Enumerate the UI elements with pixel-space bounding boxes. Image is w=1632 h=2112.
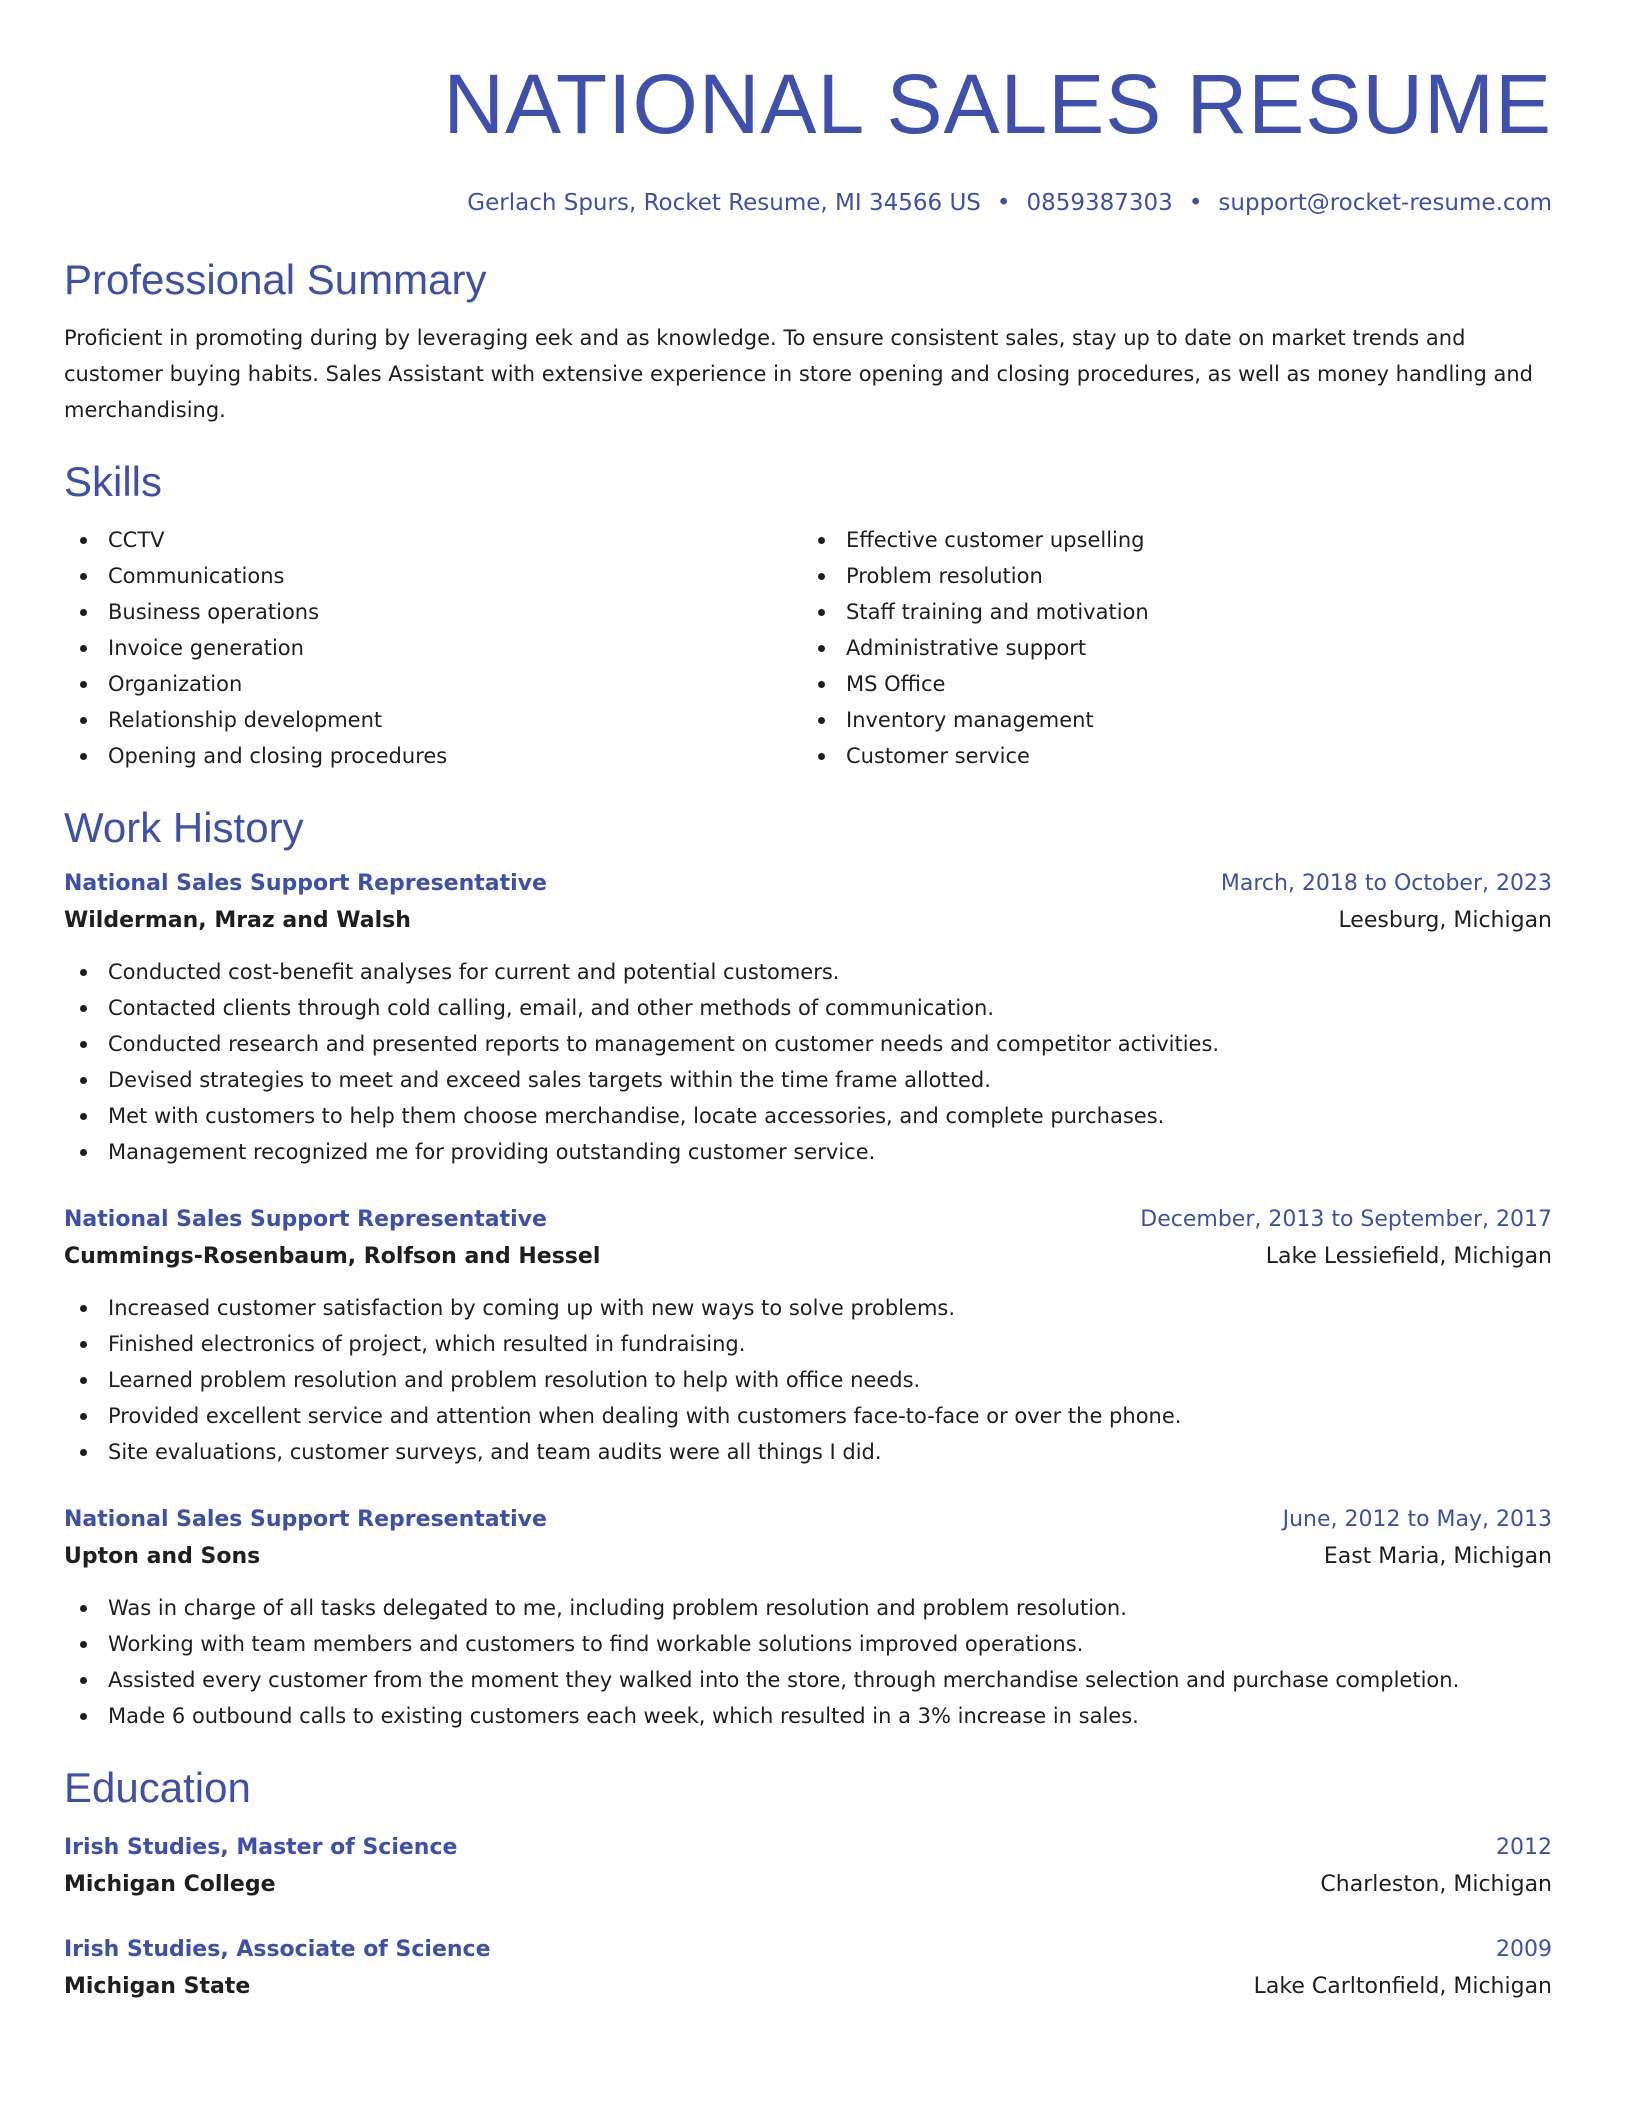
job-bullet: Learned problem resolution and problem resolution to help with office needs. [64,1362,1552,1398]
job-company: Cummings-Rosenbaum, Rolfson and Hessel [64,1244,601,1269]
job-bullet: Devised strategies to meet and exceed sales targets within the time frame allotted. [64,1062,1552,1098]
job-bullet: Conducted research and presented reports to management on customer needs and competitor activities. [64,1026,1552,1062]
skill-item: Effective customer upselling [802,522,1540,558]
section-heading-education: Education [64,1764,251,1811]
section-heading-skills: Skills [64,458,163,505]
education-entry [64,1932,1552,2006]
job-bullet: Was in charge of all tasks delegated to me, including problem resolution and problem resolution. [64,1590,1552,1626]
skill-item: Customer service [802,738,1540,774]
education-header-row [64,1932,1552,1968]
skill-item: Business operations [64,594,802,630]
job-bullet: Provided excellent service and attention when dealing with customers face-to-face or over the phone. [64,1398,1552,1434]
education-year: 2009 [1496,1937,1552,1962]
skill-item: Problem resolution [802,558,1540,594]
job-header-row [64,1502,1552,1538]
job-title: National Sales Support Representative [64,1207,547,1232]
contact-email: support@rocket-resume.com [1218,190,1552,216]
job-header-row [64,1202,1552,1238]
job-entry [64,1502,1552,1734]
job-bullet: Contacted clients through cold calling, email, and other methods of communication. [64,990,1552,1026]
section-heading-summary: Professional Summary [64,256,487,303]
job-bullet: Management recognized me for providing outstanding customer service. [64,1134,1552,1170]
skill-item: Relationship development [64,702,802,738]
job-bullet: Assisted every customer from the moment they walked into the store, through merchandise selection and purchase completion. [64,1662,1552,1698]
resume-title: NATIONAL SALES RESUME [443,57,1552,151]
contact-separator: • [996,190,1011,216]
job-company-row [64,1238,1552,1276]
skills-grid [64,522,1552,774]
job-bullet: Finished electronics of project, which resulted in fundraising. [64,1326,1552,1362]
skill-item: MS Office [802,666,1540,702]
job-company-row [64,902,1552,940]
education-header-row [64,1830,1552,1866]
skills-column-left [64,522,802,774]
job-dates: June, 2012 to May, 2013 [1282,1507,1552,1532]
contact-line [64,188,1552,218]
education-school-row [64,1968,1552,2006]
skills-section [64,456,1552,774]
skill-item: Staff training and motivation [802,594,1540,630]
skill-item: Organization [64,666,802,702]
job-location: East Maria, Michigan [1323,1544,1552,1569]
education-degree: Irish Studies, Associate of Science [64,1937,491,1962]
job-bullet: Increased customer satisfaction by coming up with new ways to solve problems. [64,1290,1552,1326]
job-location: Lake Lessiefield, Michigan [1265,1244,1552,1269]
skills-column-right [802,522,1540,774]
job-bullet: Site evaluations, customer surveys, and team audits were all things I did. [64,1434,1552,1470]
education-degree: Irish Studies, Master of Science [64,1835,458,1860]
job-dates: March, 2018 to October, 2023 [1220,871,1552,896]
education-school-row [64,1866,1552,1904]
contact-address: Gerlach Spurs, Rocket Resume, MI 34566 US [467,190,981,216]
skill-item: Opening and closing procedures [64,738,802,774]
education-section [64,1762,1552,2006]
education-year: 2012 [1496,1835,1552,1860]
education-location: Charleston, Michigan [1320,1872,1552,1897]
skill-item: CCTV [64,522,802,558]
contact-separator: • [1188,190,1203,216]
job-title: National Sales Support Representative [64,871,547,896]
job-entry [64,866,1552,1170]
education-entry [64,1830,1552,1904]
job-bullet: Working with team members and customers to find workable solutions improved operations. [64,1626,1552,1662]
skill-item: Communications [64,558,802,594]
contact-phone: 0859387303 [1026,190,1173,216]
job-bullet: Met with customers to help them choose merchandise, locate accessories, and complete purchases. [64,1098,1552,1134]
job-bullets [64,1290,1552,1470]
skill-item: Administrative support [802,630,1540,666]
job-company: Upton and Sons [64,1544,261,1569]
job-location: Leesburg, Michigan [1338,908,1552,933]
summary-text: Proficient in promoting during by leveraging eek and as knowledge. To ensure consistent sales, stay up to date on market trends and customer buying habits. Sales Assistant with extensive experience in store opening and closing procedures, as well as money handling and merchandising. [64,326,1533,422]
education-school: Michigan College [64,1872,276,1897]
work-history-section [64,802,1552,1734]
job-entry [64,1202,1552,1470]
job-bullet: Made 6 outbound calls to existing customers each week, which resulted in a 3% increase in sales. [64,1698,1552,1734]
skill-item: Inventory management [802,702,1540,738]
job-title: National Sales Support Representative [64,1507,547,1532]
section-heading-work-history: Work History [64,804,304,851]
job-header-row [64,866,1552,902]
job-company-row [64,1538,1552,1576]
job-bullets [64,1590,1552,1734]
job-bullets [64,954,1552,1170]
job-company: Wilderman, Mraz and Walsh [64,908,411,933]
job-bullet: Conducted cost-benefit analyses for current and potential customers. [64,954,1552,990]
job-dates: December, 2013 to September, 2017 [1140,1207,1552,1232]
education-school: Michigan State [64,1974,251,1999]
education-location: Lake Carltonfield, Michigan [1253,1974,1552,1999]
skill-item: Invoice generation [64,630,802,666]
professional-summary-section [64,254,1552,428]
